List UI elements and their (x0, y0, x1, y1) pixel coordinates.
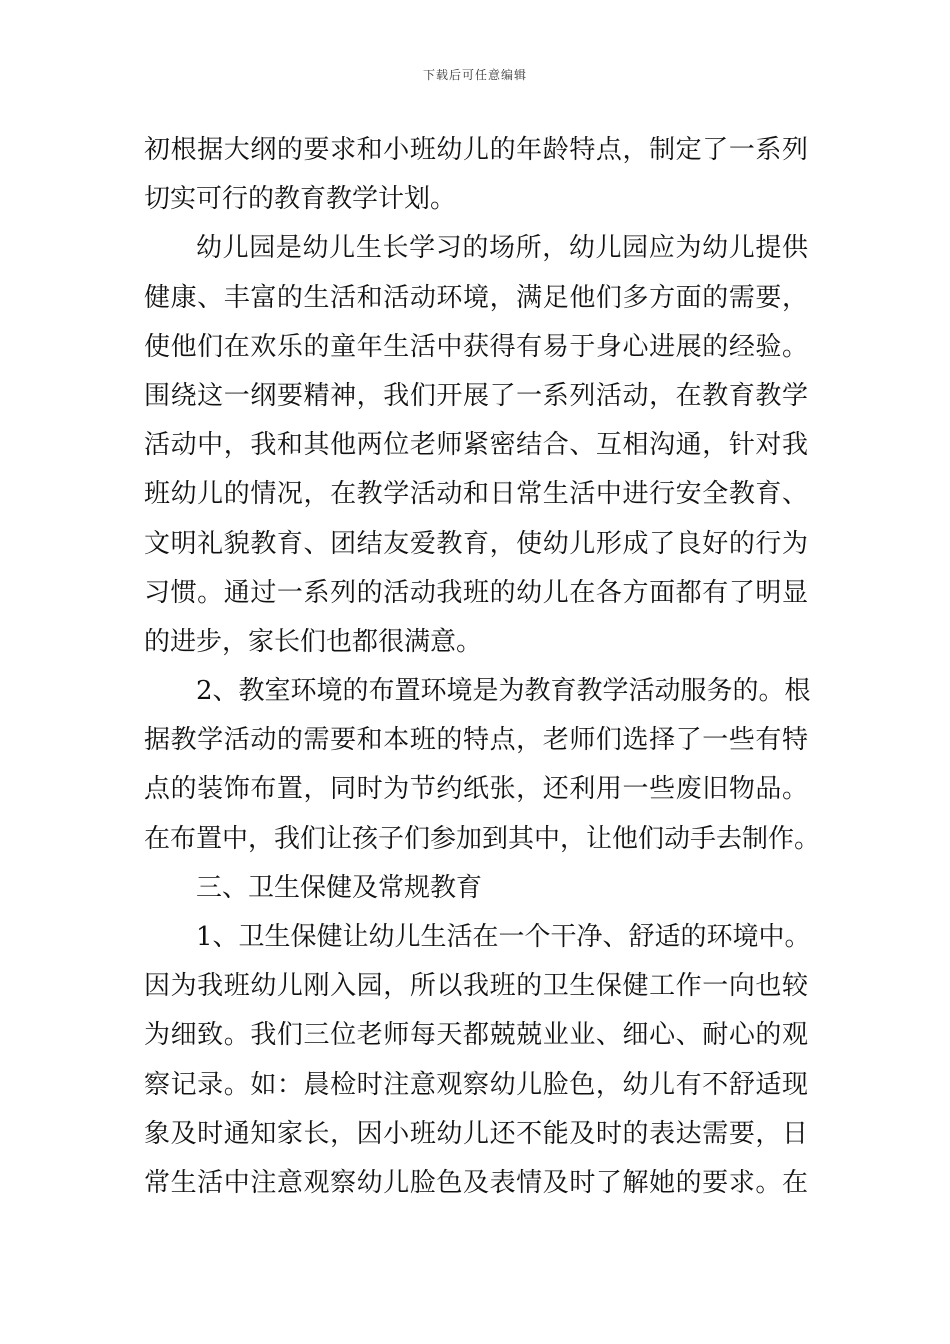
page-header-note: 下载后可任意编辑 (422, 68, 527, 82)
text-line: 在布置中，我们让孩子们参加到其中，让他们动手去制作。 (144, 823, 821, 854)
section-heading: 三、卫生保健及常规教育 (196, 872, 483, 903)
text-line: 2、教室环境的布置环境是为教育教学活动服务的。根 (196, 676, 811, 707)
text-line: 活动中，我和其他两位老师紧密结合、互相沟通，针对我 (144, 430, 808, 461)
text-line: 常生活中注意观察幼儿脸色及表情及时了解她的要求。在 (144, 1167, 808, 1198)
text-line: 1、卫生保健让幼儿生活在一个干净、舒适的环境中。 (196, 922, 811, 952)
text-line: 幼儿园是幼儿生长学习的场所，幼儿园应为幼儿提供 (196, 233, 808, 264)
text-line: 习惯。通过一系列的活动我班的幼儿在各方面都有了明显 (144, 577, 808, 608)
text-line: 的进步，家长们也都很满意。 (144, 626, 483, 657)
text-line: 切实可行的教育教学计划。 (144, 184, 457, 215)
text-line: 文明礼貌教育、团结友爱教育，使幼儿形成了良好的行为 (144, 528, 808, 559)
text-line: 象及时通知家长，因小班幼儿还不能及时的表达需要，日 (144, 1118, 808, 1149)
text-line: 健康、丰富的生活和活动环境，满足他们多方面的需要， (144, 282, 808, 313)
text-line: 围绕这一纲要精神，我们开展了一系列活动，在教育教学 (144, 380, 808, 411)
text-line: 班幼儿的情况，在教学活动和日常生活中进行安全教育、 (144, 479, 808, 510)
text-line: 察记录。如：晨检时注意观察幼儿脸色，幼儿有不舒适现 (144, 1069, 808, 1100)
text-line: 初根据大纲的要求和小班幼儿的年龄特点，制定了一系列 (144, 135, 808, 165)
text-line: 使他们在欢乐的童年生活中获得有易于身心进展的经验。 (144, 331, 808, 362)
text-line: 因为我班幼儿刚入园，所以我班的卫生保健工作一向也较 (144, 971, 808, 1002)
document-body (144, 126, 821, 1208)
text-line: 为细致。我们三位老师每天都兢兢业业、细心、耐心的观 (144, 1020, 808, 1051)
text-line: 点的装饰布置，同时为节约纸张，还利用一些废旧物品。 (144, 774, 808, 805)
text-line: 据教学活动的需要和本班的特点，老师们选择了一些有特 (144, 725, 808, 756)
